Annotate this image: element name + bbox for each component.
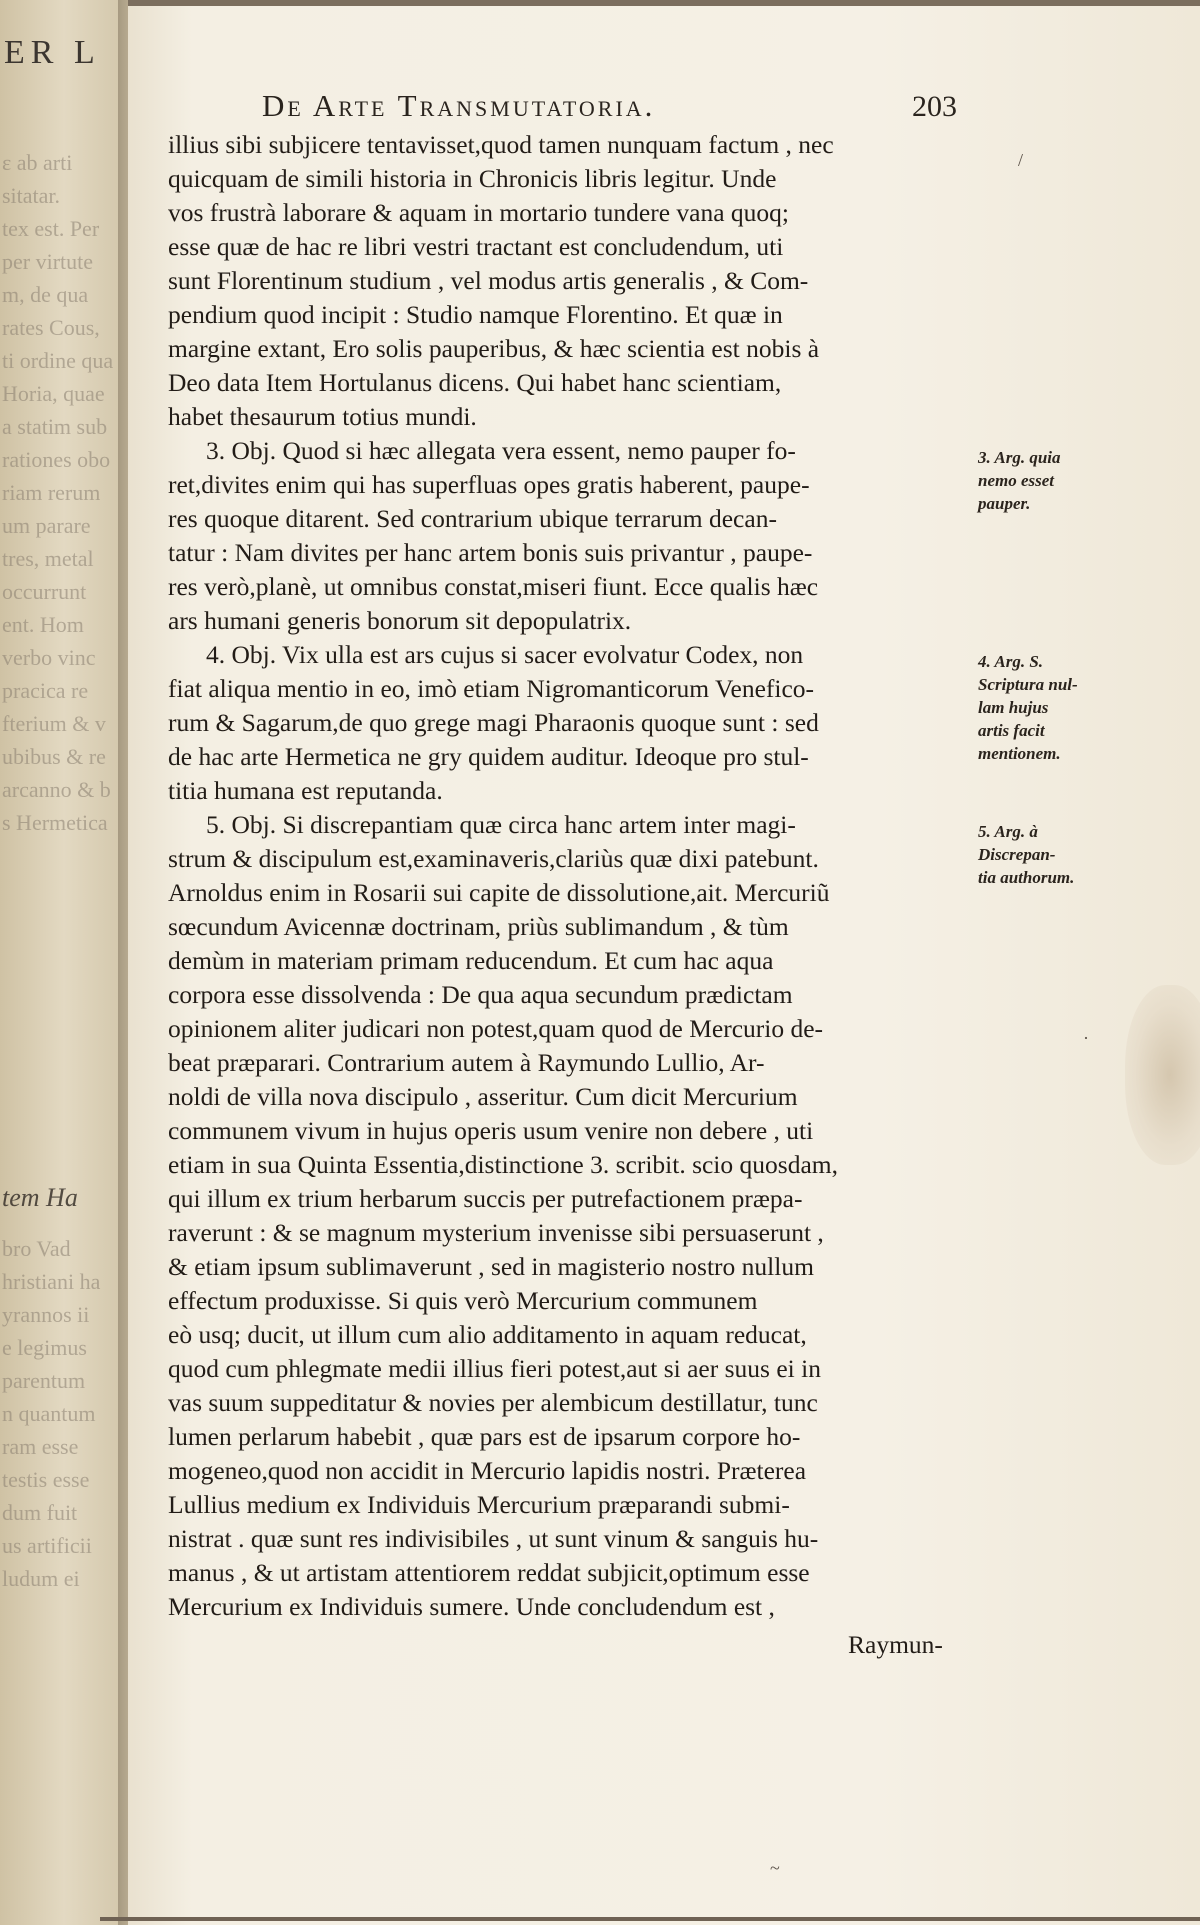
margin-note-line: lam hujus <box>978 698 1049 717</box>
facing-page-fragment: a statim sub <box>2 414 108 439</box>
margin-note-5 <box>978 820 1128 889</box>
facing-page-fragment: ti ordine qua <box>2 348 114 373</box>
facing-page-fragment: ram esse <box>2 1434 79 1459</box>
body-text <box>168 128 990 1624</box>
text-line: eò usq; ducit, ut illum cum alio additamento in aquam reducat, <box>168 1320 807 1349</box>
text-line: nistrat . quæ sunt res indivisibiles , ut sunt vinum & sanguis hu- <box>168 1524 819 1553</box>
facing-page-fragment: occurrunt <box>2 579 87 604</box>
text-line: mogeneo,quod non accidit in Mercurio lapidis nostri. Præterea <box>168 1456 807 1485</box>
text-line: demùm in materiam primam reducendum. Et cum hac aqua <box>168 946 774 975</box>
margin-note-line: mentionem. <box>978 744 1061 763</box>
facing-page-fragment: m, de qua <box>2 282 89 307</box>
text-line: habet thesaurum totius mundi. <box>168 402 477 431</box>
text-line: 4. Obj. Vix ulla est ars cujus si sacer evolvatur Codex, non <box>206 640 804 669</box>
margin-note-3 <box>978 446 1128 515</box>
text-line: Arnoldus enim in Rosarii sui capite de dissolutione,ait. Mercuriũ <box>168 878 830 907</box>
text-line: opinionem aliter judicari non potest,quam quod de Mercurio de- <box>168 1014 824 1043</box>
text-line: corpora esse dissolvenda : De qua aqua secundum prædictam <box>168 980 793 1009</box>
margin-dot: · <box>1083 1028 1089 1048</box>
text-line: vas suum suppeditatur & novies per alembicum destillatur, tunc <box>168 1388 818 1417</box>
text-line: esse quæ de hac re libri vestri tractant est concludendum, uti <box>168 232 784 261</box>
text-line: res verò,planè, ut omnibus constat,miseri fiunt. Ecce qualis hæc <box>168 572 819 601</box>
text-line: pendium quod incipit : Studio namque Florentino. Et quæ in <box>168 300 783 329</box>
facing-page-fragment: dum fuit <box>2 1500 78 1525</box>
text-line: beat præparari. Contrarium autem à Raymundo Lullio, Ar- <box>168 1048 765 1077</box>
text-line: communem vivum in hujus operis usum venire non debere , uti <box>168 1116 814 1145</box>
margin-tick: / <box>1018 150 1024 170</box>
text-line: quod cum phlegmate medii illius fieri potest,aut si aer suus ei in <box>168 1354 821 1383</box>
facing-page-fragment: Horia, quae <box>2 381 105 406</box>
facing-page-fragment: bro Vad <box>2 1236 71 1261</box>
text-line: rum & Sagarum,de quo grege magi Pharaonis quoque sunt : sed <box>168 708 819 737</box>
facing-page-fragment: rationes obo <box>2 447 111 472</box>
text-line: lumen perlarum habebit , quæ pars est de ipsarum corpore ho- <box>168 1422 801 1451</box>
text-line: strum & discipulum est,examinaveris,clariùs quæ dixi patebunt. <box>168 844 819 873</box>
facing-page-fragment: testis esse <box>2 1467 90 1492</box>
facing-page-header: ER L <box>4 34 101 71</box>
facing-page-fragment: ubibus & re <box>2 744 106 769</box>
facing-page-fragment: per virtute <box>2 249 94 274</box>
facing-page-fragment: e legimus <box>2 1335 87 1360</box>
facing-page-fragment: tex est. Per <box>2 216 100 241</box>
text-line: ars humani generis bonorum sit depopulatrix. <box>168 606 632 635</box>
page-number: 203 <box>912 90 957 123</box>
facing-page-fragment: s Hermetica <box>2 810 108 835</box>
margin-note-line: Scriptura nul- <box>978 675 1078 694</box>
text-line: etiam in sua Quinta Essentia,distinctione 3. scribit. scio quosdam, <box>168 1150 838 1179</box>
text-line: Deo data Item Hortulanus dicens. Qui habet hanc scientiam, <box>168 368 782 397</box>
text-line: ret,divites enim qui has superfluas opes gratis haberent, paupe- <box>168 470 810 499</box>
text-line: vos frustrà laborare & aquam in mortario tundere vana quoq; <box>168 198 790 227</box>
margin-note-line: tia authorum. <box>978 868 1075 887</box>
bottom-edge <box>100 1917 1200 1921</box>
bottom-flourish: ~ <box>770 1858 780 1878</box>
text-line: & etiam ipsum sublimaverunt , sed in magisterio nostro nullum <box>168 1252 814 1281</box>
margin-note-line: nemo esset <box>978 471 1055 490</box>
margin-note-line: Discrepan- <box>978 845 1056 864</box>
facing-page-fragment: ε ab arti <box>2 150 73 175</box>
text-line: quicquam de simili historia in Chronicis libris legitur. Unde <box>168 164 777 193</box>
margin-note-line: pauper. <box>978 494 1031 513</box>
margin-note-line: artis facit <box>978 721 1045 740</box>
facing-page-fragment: sitatar. <box>2 183 61 208</box>
facing-page-fragment: tem Ha <box>2 1183 78 1212</box>
text-line: illius sibi subjicere tentavisset,quod tamen nunquam factum , nec <box>168 130 834 159</box>
facing-page-fragment: parentum <box>2 1368 86 1393</box>
facing-page-fragment: arcanno & b <box>2 777 111 802</box>
facing-page-fragment: verbo vinc <box>2 645 96 670</box>
text-line: tatur : Nam divites per hanc artem bonis suis privantur , paupe- <box>168 538 813 567</box>
facing-page-fragment: ludum ei <box>2 1566 80 1591</box>
text-line: titia humana est reputanda. <box>168 776 443 805</box>
margin-note-line: 4. Arg. S. <box>978 652 1044 671</box>
text-line: noldi de villa nova discipulo , asseritur. Cum dicit Mercurium <box>168 1082 798 1111</box>
facing-page-fragment: riam rerum <box>2 480 101 505</box>
text-line: sunt Florentinum studium , vel modus artis generalis , & Com- <box>168 266 809 295</box>
facing-page-fragment: us artificii <box>2 1533 92 1558</box>
facing-page-fragment: um parare <box>2 513 91 538</box>
top-edge <box>128 0 1200 6</box>
text-line: effectum produxisse. Si quis verò Mercurium communem <box>168 1286 758 1315</box>
text-line: 3. Obj. Quod si hæc allegata vera essent, nemo pauper fo- <box>206 436 796 465</box>
margin-note-line: 3. Arg. quia <box>978 448 1061 467</box>
facing-page-fragment: ent. Hom <box>2 612 84 637</box>
text-line: sœcundum Avicennæ doctrinam, priùs sublimandum , & tùm <box>168 912 789 941</box>
catchword: Raymun- <box>848 1630 943 1659</box>
facing-page-fragment: rates Cous, <box>2 315 100 340</box>
facing-page-fragment: pracica re <box>2 678 89 703</box>
facing-page <box>0 0 128 1925</box>
text-line: 5. Obj. Si discrepantiam quæ circa hanc artem inter magi- <box>206 810 796 839</box>
text-line: manus , & ut artistam attentiorem reddat subjicit,optimum esse <box>168 1558 810 1587</box>
margin-note-line: 5. Arg. à <box>978 822 1038 841</box>
text-line: Mercurium ex Individuis sumere. Unde concludendum est , <box>168 1592 775 1621</box>
text-line: fiat aliqua mentio in eo, imò etiam Nigromanticorum Venefico- <box>168 674 815 703</box>
facing-page-fragment: n quantum <box>2 1401 96 1426</box>
paper-stain <box>1125 985 1200 1165</box>
facing-page-fragment: tres, metal <box>2 546 94 571</box>
facing-page-fragment: fterium & v <box>2 711 106 736</box>
margin-note-4 <box>978 650 1128 765</box>
text-line: Lullius medium ex Individuis Mercurium præparandi submi- <box>168 1490 790 1519</box>
facing-page-fragment: yrannos ii <box>2 1302 90 1327</box>
text-line: res quoque ditarent. Sed contrarium ubique terrarum decan- <box>168 504 777 533</box>
text-line: qui illum ex trium herbarum succis per putrefactionem præpa- <box>168 1184 803 1213</box>
facing-page-fragment: hristiani ha <box>2 1269 101 1294</box>
text-line: raverunt : & se magnum mysterium invenisse sibi persuaserunt , <box>168 1218 824 1247</box>
running-title: De Arte Transmutatoria. <box>262 88 656 123</box>
text-line: de hac arte Hermetica ne gry quidem auditur. Ideoque pro stul- <box>168 742 809 771</box>
text-line: margine extant, Ero solis pauperibus, & hæc scientia est nobis à <box>168 334 820 363</box>
